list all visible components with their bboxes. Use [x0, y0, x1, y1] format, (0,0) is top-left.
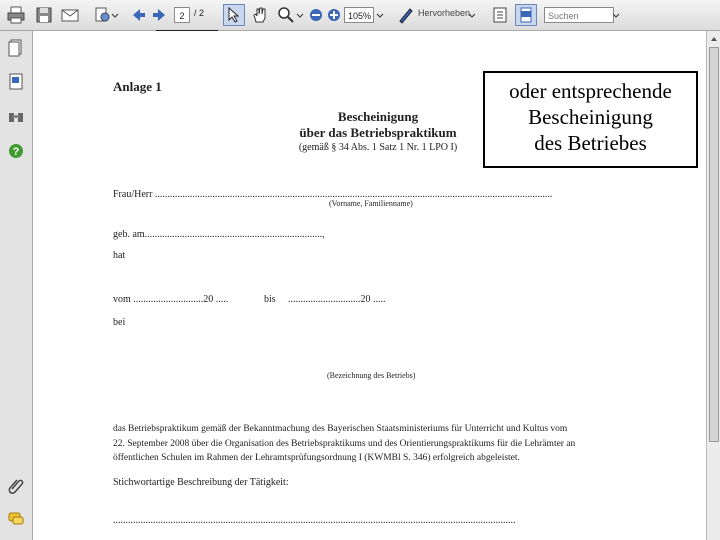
- binoculars-icon[interactable]: [6, 106, 26, 126]
- birth-date-line: geb. am.......................................................................,: [113, 229, 325, 240]
- activity-description-label: Stichwortartige Beschreibung der Tätigkeit:: [113, 477, 289, 488]
- select-tool-icon[interactable]: [224, 5, 244, 25]
- page-number-input[interactable]: 2: [174, 7, 190, 23]
- hat-label: hat: [113, 250, 126, 261]
- callout-line-2: Bescheinigung: [528, 105, 653, 129]
- company-caption: (Bezeichnung des Betriebs): [327, 371, 416, 380]
- fit-width-icon[interactable]: [516, 5, 536, 25]
- zoom-level-input[interactable]: 105%: [344, 7, 374, 23]
- document-page: [33, 31, 706, 540]
- toolbar: [0, 0, 720, 31]
- previous-page-icon[interactable]: [128, 5, 148, 25]
- document-tools-icon[interactable]: [92, 5, 112, 25]
- save-icon[interactable]: [34, 5, 54, 25]
- activity-dotted-line: .................................................................................................................................................................: [113, 515, 516, 526]
- zoom-tool-icon[interactable]: [276, 5, 296, 25]
- document-viewer[interactable]: [33, 31, 706, 540]
- pages-panel-icon[interactable]: [6, 37, 26, 57]
- chevron-down-icon[interactable]: [612, 5, 620, 25]
- vertical-scrollbar[interactable]: [706, 31, 720, 540]
- period-bis-label: bis: [264, 294, 276, 305]
- name-field-line: Frau/Herr ...............................................................................................................................................................: [113, 189, 553, 200]
- certificate-title: Bescheinigung: [337, 109, 419, 124]
- scrollbar-thumb[interactable]: [709, 47, 719, 442]
- zoom-in-icon[interactable]: [324, 5, 344, 25]
- callout-line-3: des Betriebes: [534, 131, 647, 155]
- page-total: / 2: [194, 8, 205, 18]
- email-icon[interactable]: [60, 5, 80, 25]
- hand-tool-icon[interactable]: [250, 5, 270, 25]
- scroll-up-icon[interactable]: [709, 33, 719, 45]
- body-text-line-1: das Betriebspraktikum gemäß der Bekanntmachung des Bayerischen Staatsministeriums für Unterricht und Kultus vom: [113, 424, 568, 434]
- callout-line-1: oder entsprechende: [509, 79, 672, 103]
- certificate-subtitle: über das Betriebspraktikum: [299, 125, 457, 140]
- attachments-icon[interactable]: [6, 475, 26, 495]
- zoom-out-icon[interactable]: [306, 5, 326, 25]
- name-caption: (Vorname, Familienname): [329, 199, 413, 208]
- body-text-line-2: 22. September 2008 über die Organisation des Betriebspraktikums und des Orientierungspraktikums für die Lehrämter an: [113, 439, 576, 449]
- bei-label: bei: [113, 317, 126, 328]
- period-to-line: .............................20 .....: [288, 294, 386, 305]
- chevron-down-icon[interactable]: [296, 5, 304, 25]
- body-text-line-3: öffentlichen Schulen im Rahmen der Lehramtsprüfungsordnung I (KWMBl S. 346) erfolgreich abgeleistet.: [113, 453, 520, 463]
- comments-icon[interactable]: [6, 509, 26, 529]
- fit-page-icon[interactable]: [490, 5, 510, 25]
- navigation-sidebar: [0, 31, 33, 540]
- highlight-pen-icon[interactable]: [396, 5, 416, 25]
- period-from-line: vom ............................20 .....: [113, 294, 229, 305]
- search-input[interactable]: Suchen: [544, 7, 614, 23]
- print-icon[interactable]: [6, 5, 26, 25]
- next-page-icon[interactable]: [150, 5, 170, 25]
- help-icon[interactable]: [6, 141, 26, 161]
- legal-reference: (gemäß § 34 Abs. 1 Satz 1 Nr. 1 LPO I): [298, 142, 458, 153]
- chevron-down-icon[interactable]: [111, 5, 119, 25]
- chevron-down-icon[interactable]: [468, 5, 476, 25]
- svg-text:?: ?: [12, 146, 20, 158]
- bookmarks-panel-icon[interactable]: [6, 71, 26, 91]
- annex-heading: Anlage 1: [113, 79, 162, 94]
- chevron-down-icon[interactable]: [376, 5, 384, 25]
- annotation-callout: [483, 71, 698, 168]
- annotate-tool-label[interactable]: Hervorheben: [418, 8, 471, 18]
